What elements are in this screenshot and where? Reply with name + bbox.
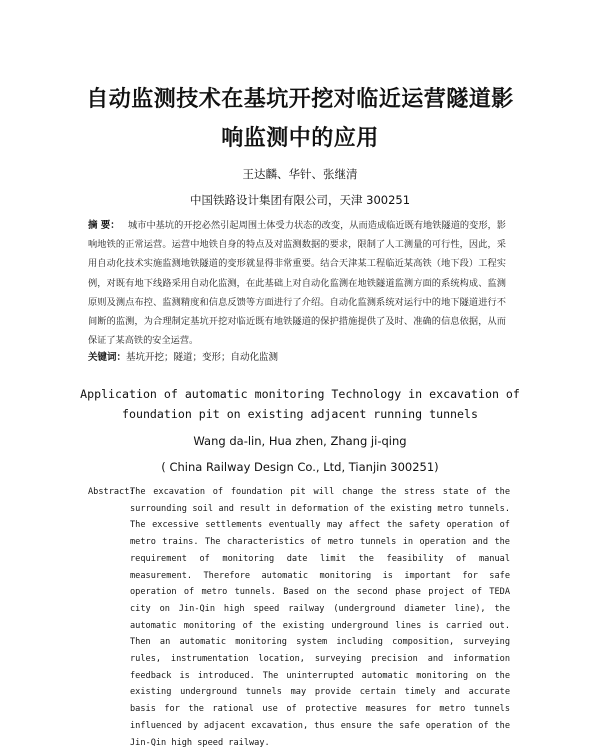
cn-keywords-text: 基坑开挖；隧道；变形；自动化监测 <box>126 352 279 363</box>
en-affiliation: ( China Railway Design Co., Ltd, Tianjin 300251) <box>161 460 439 474</box>
cn-abstract-text: 城市中基坑的开挖必然引起周围土体受力状态的改变，从而造成临近既有地铁隧道的变形，影响地铁的正常运营。运营中地铁自身的特点及对监测数据的要求，限制了人工测量的可行性，因此，采用自动化技术实施监测地铁隧道的变形就显得非常重要。结合天津某工程临近某高铁（地下段）工程实例，对既有地下线路采用自动化监测，在此基础上对自动化监测在地铁隧道监测方面的系统构成、监测原则及测点布控、监测精度和信息反馈等方面进行了介绍。自动化监测系统对运行中的地下隧道进行不间断的监测，为合理制定基坑开挖对临近既有地铁隧道的保护措施提供了及时、准确的信息依据，从而保证了某高铁的安全运营。 <box>88 220 506 347</box>
cn-keywords <box>88 350 508 366</box>
cn-title-line-1: 自动监测技术在基坑开挖对临近运营隧道影 <box>86 87 514 112</box>
cn-authors: 王达麟、华针、张继清 <box>242 167 358 181</box>
en-authors: Wang da-lin, Hua zhen, Zhang ji-qing <box>193 434 407 448</box>
cn-affiliation: 中国铁路设计集团有限公司，天津 300251 <box>189 193 411 207</box>
en-abstract: The excavation of foundation pit will change the stress state of the surrounding soil and result in deformation of the existing metro tunnels. The excessive settlements eventually may affect the safety operation of metro trains. The characteristics of metro tunnels in operation and the requirement of monitoring date limit the feasibility of manual measurement. Therefore automatic monitoring is important for safe operation of metro tunnels. Based on the second phase project of TEDA city on Jin-Qin high speed railway (underground diameter line), the automatic monitoring of the existing underground lines is carried out. Then an automatic monitoring system including composition, surveying rules, instrumentation location, surveying precision and information feedback is introduced. The uninterrupted automatic monitoring on the existing underground tunnels may provide certain timely and accurate basis for the rational use of protective measures for metro tunnels influenced by adjacent excavation, thus ensure the safe operation of the Jin-Qin high speed railway. <box>130 487 510 748</box>
en-abstract-label: Abstract: <box>88 487 135 497</box>
en-title: Application of automatic monitoring Technology in excavation of foundation pit on existing adjacent running tunnels <box>80 387 520 421</box>
cn-abstract-label: 摘 要： <box>88 220 120 231</box>
cn-abstract <box>88 216 506 350</box>
cn-title-line-2: 响监测中的应用 <box>221 126 379 151</box>
cn-keywords-label: 关键词： <box>88 352 127 363</box>
